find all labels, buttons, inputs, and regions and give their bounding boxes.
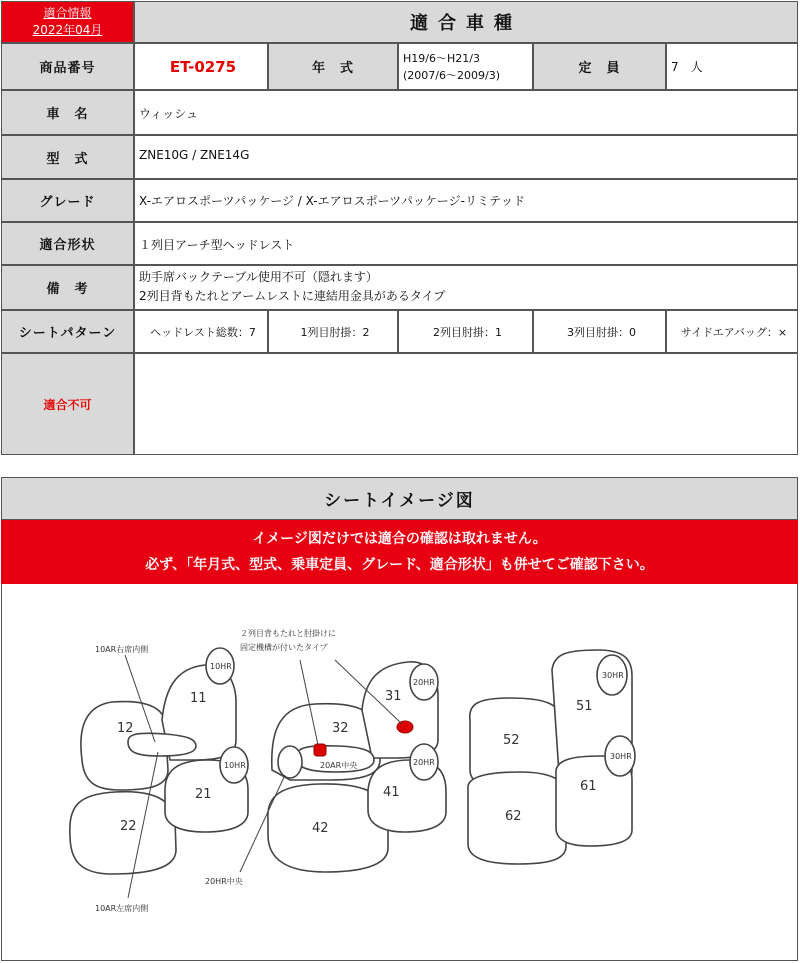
- grade-label: グレード: [1, 179, 134, 222]
- seat-num-52: 52: [503, 733, 520, 748]
- seat-num-21: 21: [195, 787, 212, 802]
- label-10hr-a: 10HR: [210, 662, 232, 671]
- headrest-count: ヘッドレスト総数：7: [134, 310, 268, 353]
- side-airbag: サイドエアバッグ：×: [666, 310, 798, 353]
- incompatible-value: [134, 353, 798, 455]
- seat-num-32: 32: [332, 721, 349, 736]
- model-label: 型 式: [1, 135, 134, 179]
- seat-num-41: 41: [383, 785, 400, 800]
- seat-num-31: 31: [385, 689, 402, 704]
- seat-num-22: 22: [120, 819, 137, 834]
- seat-image-title: シートイメージ図: [1, 477, 798, 520]
- model-value: ZNE10G / ZNE14G: [134, 135, 798, 179]
- year-label: 年 式: [268, 43, 398, 90]
- seat-diagram: [0, 584, 800, 960]
- label-30hr-a: 30HR: [602, 671, 624, 680]
- product-number-value: ET-0275: [134, 43, 268, 90]
- seat-num-12: 12: [117, 721, 134, 736]
- warning-line-2: 必ず、「年月式、型式、乗車定員、グレード、適合形状」も併せてご確認下さい。: [145, 557, 654, 573]
- notes-label: 備 考: [1, 265, 134, 310]
- badge-date: 2022年04月: [32, 23, 103, 37]
- car-name-label: 車 名: [1, 90, 134, 135]
- date-badge: [1, 1, 134, 43]
- incompatible-label: 適合不可: [1, 353, 134, 455]
- notes-line-2: 2列目背もたれとアームレストに連結用金具があるタイプ: [139, 289, 446, 303]
- callout-line-2: 固定機構が付いたタイプ: [240, 643, 328, 652]
- shape-value: １列目アーチ型ヘッドレスト: [134, 222, 798, 265]
- capacity-label: 定 員: [533, 43, 666, 90]
- row1-armrest: 1列目肘掛：2: [268, 310, 398, 353]
- callout-line-1: ２列目背もたれと肘掛けに: [240, 629, 336, 638]
- headrest-20hr-center: [278, 746, 302, 778]
- year-value: [398, 43, 533, 90]
- label-20hr-b: 20HR: [413, 758, 435, 767]
- red-fixture-back: [397, 721, 413, 733]
- year-range-western: (2007/6～2009/3): [403, 68, 500, 82]
- year-range: H19/6～H21/3: [403, 51, 480, 65]
- notes-line-1: 助手席バックテーブル使用不可（隠れます）: [139, 270, 378, 284]
- seat-pattern-label: シートパターン: [1, 310, 134, 353]
- warning-line-1: イメージ図だけでは適合の確認は取れません。: [252, 531, 547, 547]
- red-fixture-armrest: [314, 744, 326, 756]
- label-30hr-b: 30HR: [610, 752, 632, 761]
- capacity-value: 7 人: [666, 43, 798, 90]
- seat-num-11: 11: [190, 691, 207, 706]
- page-title: 適合車種: [134, 1, 798, 43]
- badge-title: 適合情報: [43, 6, 92, 20]
- label-20ar-center: 20AR中央: [320, 761, 358, 770]
- row2-armrest: 2列目肘掛：1: [398, 310, 533, 353]
- seat-num-51: 51: [576, 699, 593, 714]
- label-10hr-b: 10HR: [224, 761, 246, 770]
- seat-num-62: 62: [505, 809, 522, 824]
- row3-armrest: 3列目肘掛：0: [533, 310, 666, 353]
- label-20hr-a: 20HR: [413, 678, 435, 687]
- armrest-10ar: [128, 733, 196, 756]
- seat-num-42: 42: [312, 821, 329, 836]
- notes-value: [134, 265, 798, 310]
- label-10ar-right: 10AR右席内側: [95, 645, 149, 654]
- product-number-label: 商品番号: [1, 43, 134, 90]
- seat-num-61: 61: [580, 779, 597, 794]
- shape-label: 適合形状: [1, 222, 134, 265]
- grade-value: X-エアロスポーツパッケージ / X-エアロスポーツパッケージ-リミテッド: [134, 179, 798, 222]
- label-20hr-center: 20HR中央: [205, 877, 243, 886]
- label-10ar-left: 10AR左席内側: [95, 904, 149, 913]
- car-name-value: ウィッシュ: [134, 90, 798, 135]
- warning-banner: [1, 520, 798, 584]
